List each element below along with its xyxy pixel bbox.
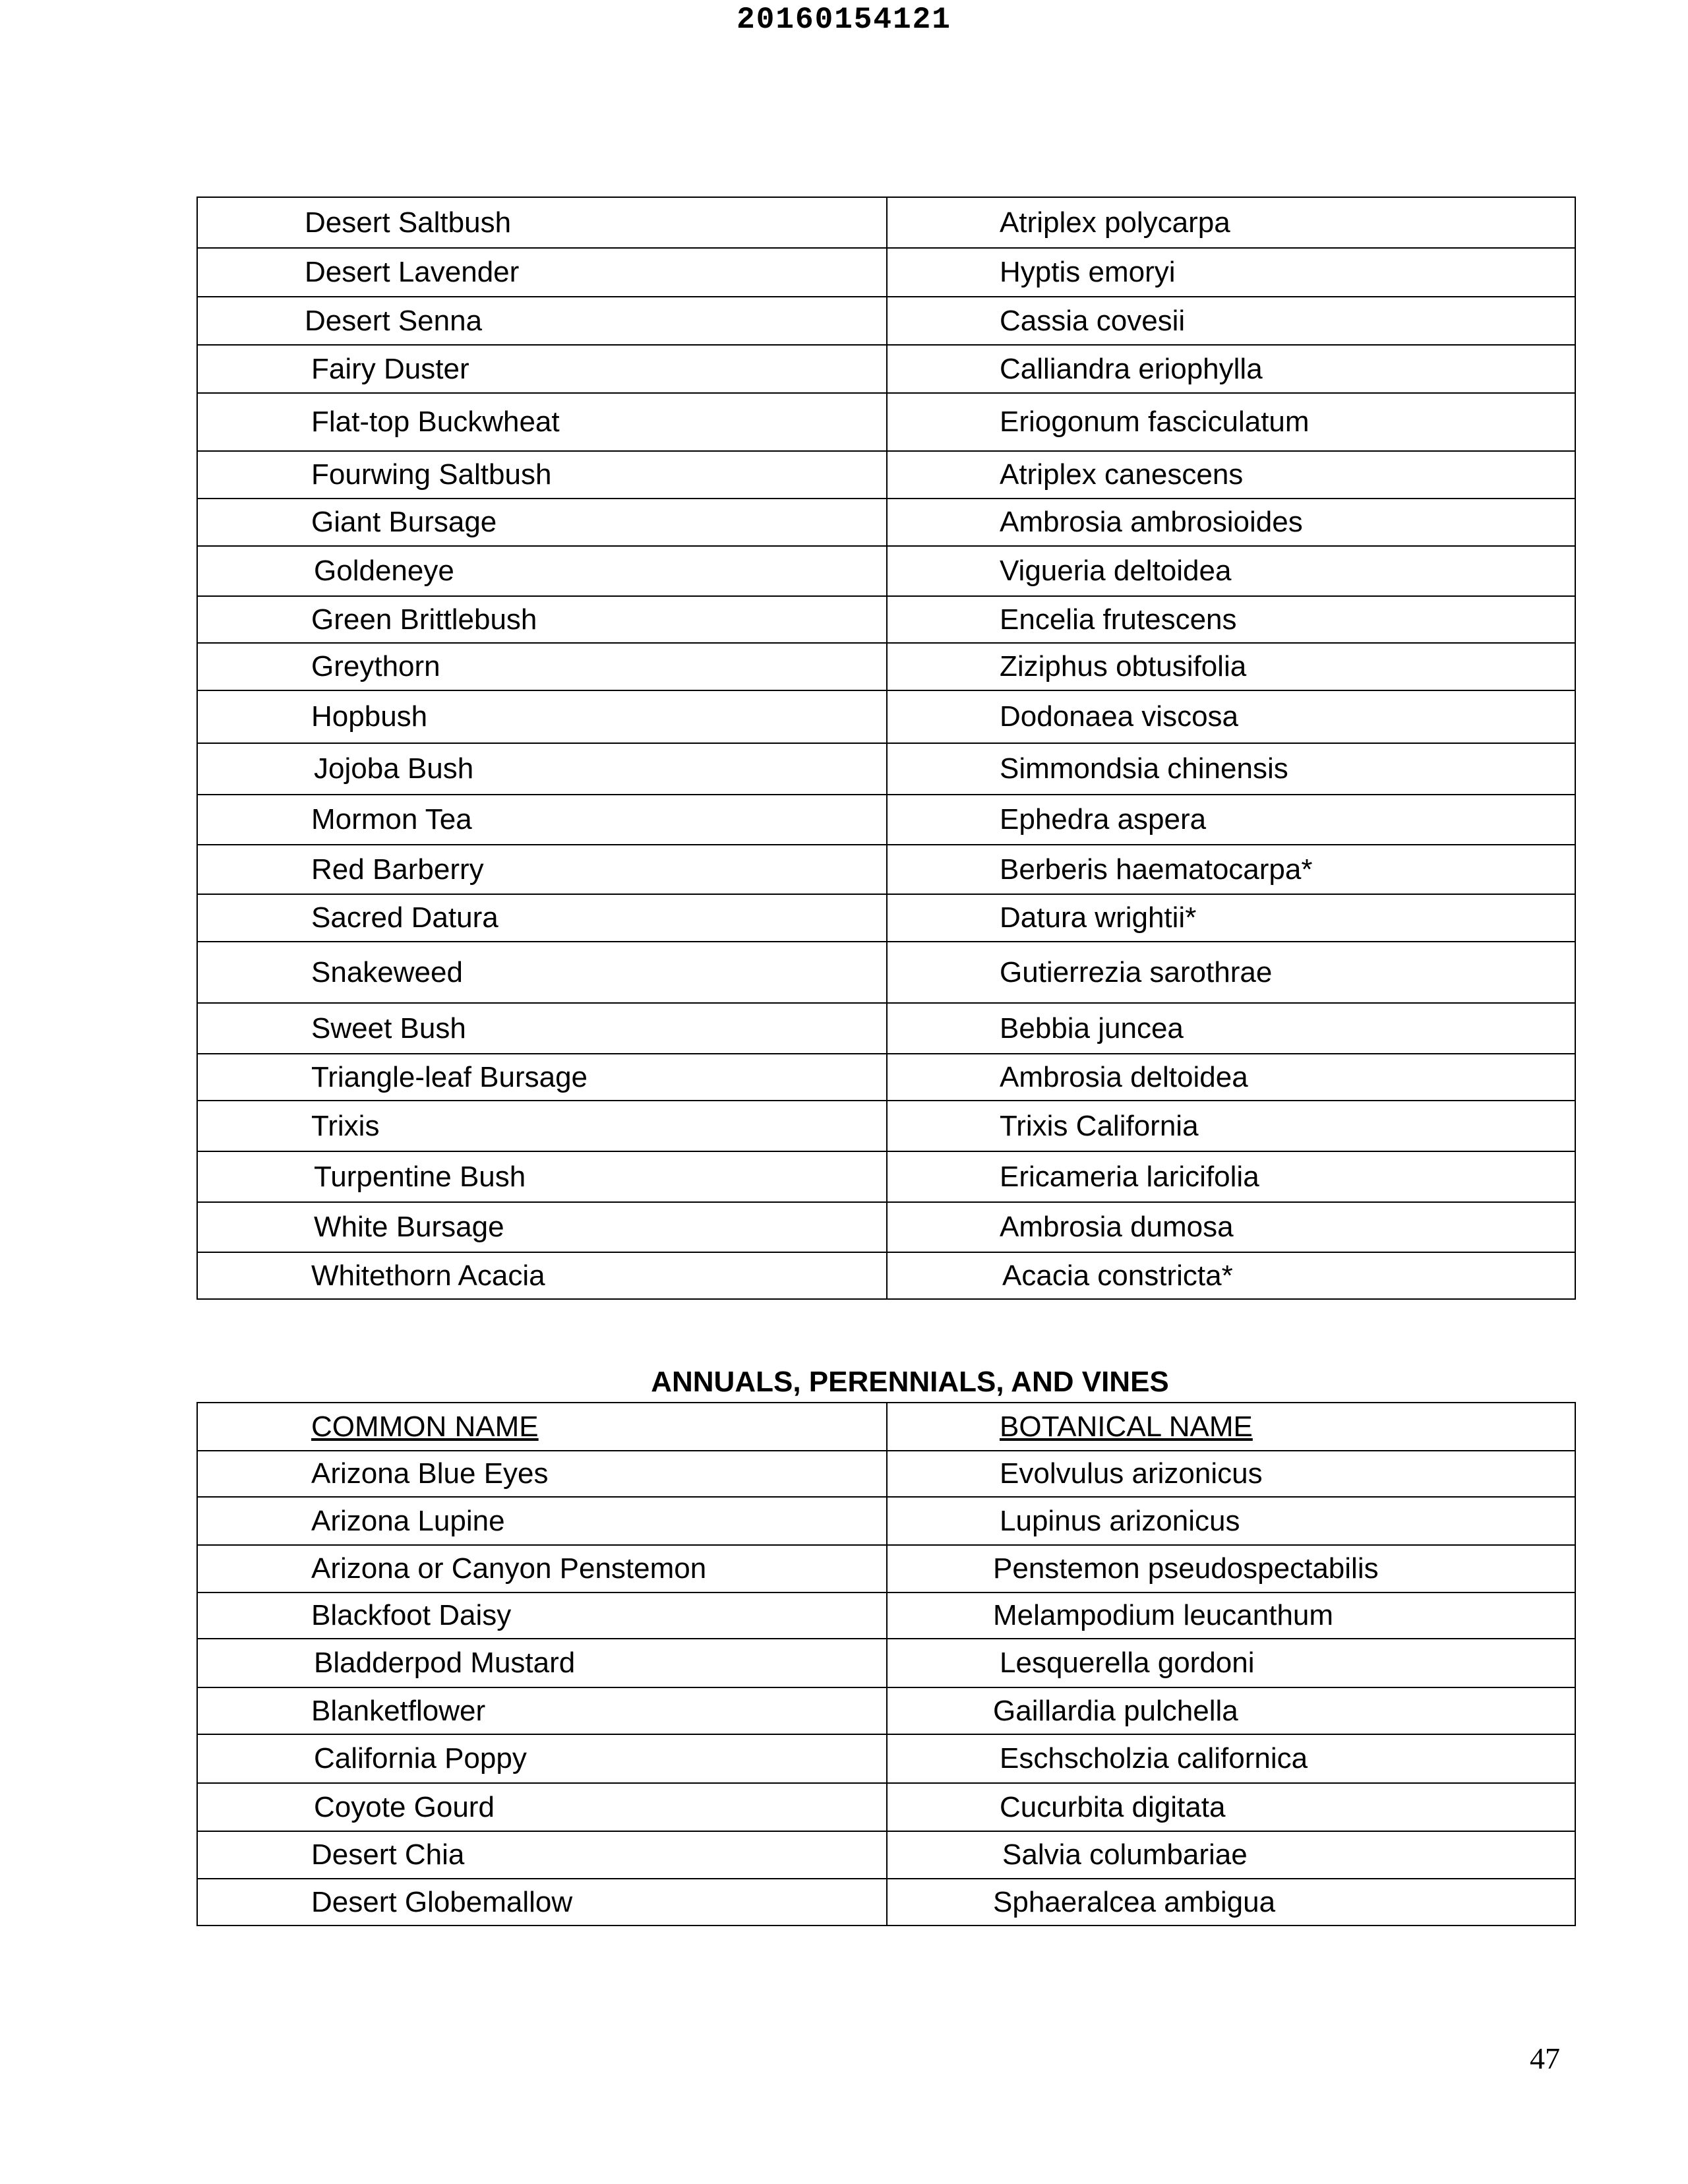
botanical-name-cell: Cassia covesii [887,297,1575,345]
botanical-name-header-label: BOTANICAL NAME [1000,1410,1253,1443]
annuals-table [196,1402,1576,1926]
table-row [197,1687,1575,1734]
common-name-cell: Whitethorn Acacia [197,1252,887,1299]
botanical-name-cell: Gaillardia pulchella [887,1687,1575,1734]
botanical-name-cell: Penstemon pseudospectabilis [887,1545,1575,1592]
table-row [197,1101,1575,1151]
table-row [197,345,1575,393]
common-name-cell: Fairy Duster [197,345,887,393]
botanical-name-cell: Hyptis emoryi [887,248,1575,297]
common-name-header [197,1403,887,1451]
botanical-name-cell: Ambrosia dumosa [887,1202,1575,1252]
table-row [197,546,1575,596]
botanical-name-cell: Evolvulus arizonicus [887,1451,1575,1497]
common-name-cell: White Bursage [197,1202,887,1252]
page-number: 47 [1530,2042,1560,2075]
common-name-cell: Snakeweed [197,942,887,1003]
botanical-name-cell: Ambrosia ambrosioides [887,499,1575,546]
common-name-cell: Arizona or Canyon Penstemon [197,1545,887,1592]
botanical-name-cell: Sphaeralcea ambigua [887,1879,1575,1926]
table-header-row [197,1403,1575,1451]
common-name-cell: Turpentine Bush [197,1151,887,1202]
common-name-cell: Jojoba Bush [197,743,887,795]
botanical-name-cell: Atriplex polycarpa [887,197,1575,248]
table-row [197,197,1575,248]
common-name-cell: Trixis [197,1101,887,1151]
botanical-name-cell: Simmondsia chinensis [887,743,1575,795]
botanical-name-cell: Dodonaea viscosa [887,690,1575,743]
table-row [197,1545,1575,1592]
table-row [197,942,1575,1003]
common-name-cell: Arizona Lupine [197,1497,887,1545]
botanical-name-cell: Gutierrezia sarothrae [887,942,1575,1003]
table-row [197,1639,1575,1687]
common-name-cell: Hopbush [197,690,887,743]
common-name-cell: Bladderpod Mustard [197,1639,887,1687]
common-name-cell: California Poppy [197,1734,887,1783]
table-row [197,1451,1575,1497]
botanical-name-cell: Lupinus arizonicus [887,1497,1575,1545]
botanical-name-cell: Berberis haematocarpa* [887,845,1575,894]
common-name-cell: Blackfoot Daisy [197,1592,887,1639]
botanical-name-cell: Datura wrightii* [887,894,1575,942]
botanical-name-cell: Ephedra aspera [887,795,1575,845]
botanical-name-cell: Eschscholzia californica [887,1734,1575,1783]
table-row [197,499,1575,546]
botanical-name-cell: Eriogonum fasciculatum [887,393,1575,451]
table-row [197,248,1575,297]
botanical-name-cell: Acacia constricta* [887,1252,1575,1299]
botanical-name-cell: Vigueria deltoidea [887,546,1575,596]
document-number: 20160154121 [737,3,951,37]
common-name-cell: Desert Globemallow [197,1879,887,1926]
botanical-name-cell: Cucurbita digitata [887,1783,1575,1831]
common-name-cell: Fourwing Saltbush [197,451,887,499]
common-name-cell: Greythorn [197,643,887,690]
table-row [197,795,1575,845]
common-name-header-label: COMMON NAME [311,1410,539,1443]
botanical-name-cell: Salvia columbariae [887,1831,1575,1879]
common-name-cell: Sacred Datura [197,894,887,942]
table-row [197,690,1575,743]
common-name-cell: Coyote Gourd [197,1783,887,1831]
common-name-cell: Triangle-leaf Bursage [197,1054,887,1101]
section-heading: ANNUALS, PERENNIALS, AND VINES [651,1366,1169,1398]
table-row [197,1497,1575,1545]
table-row [197,451,1575,499]
botanical-name-cell: Trixis California [887,1101,1575,1151]
botanical-name-cell: Ericameria laricifolia [887,1151,1575,1202]
table-row [197,393,1575,451]
botanical-name-cell: Melampodium leucanthum [887,1592,1575,1639]
common-name-cell: Green Brittlebush [197,596,887,643]
table-row [197,297,1575,345]
common-name-cell: Desert Saltbush [197,197,887,248]
table-row [197,1003,1575,1054]
common-name-cell: Sweet Bush [197,1003,887,1054]
botanical-name-cell: Calliandra eriophylla [887,345,1575,393]
common-name-cell: Goldeneye [197,546,887,596]
table-row [197,1734,1575,1783]
table-row [197,596,1575,643]
common-name-cell: Mormon Tea [197,795,887,845]
table-row [197,743,1575,795]
table-row [197,845,1575,894]
table-row [197,894,1575,942]
table-row [197,1151,1575,1202]
botanical-name-cell: Bebbia juncea [887,1003,1575,1054]
common-name-cell: Arizona Blue Eyes [197,1451,887,1497]
botanical-name-cell: Ambrosia deltoidea [887,1054,1575,1101]
botanical-name-cell: Encelia frutescens [887,596,1575,643]
common-name-cell: Desert Lavender [197,248,887,297]
common-name-cell: Giant Bursage [197,499,887,546]
botanical-name-header [887,1403,1575,1451]
table-row [197,643,1575,690]
common-name-cell: Desert Senna [197,297,887,345]
botanical-name-cell: Lesquerella gordoni [887,1639,1575,1687]
table-row [197,1054,1575,1101]
table-row [197,1252,1575,1299]
common-name-cell: Red Barberry [197,845,887,894]
botanical-name-cell: Atriplex canescens [887,451,1575,499]
table-row [197,1202,1575,1252]
table-row [197,1783,1575,1831]
common-name-cell: Desert Chia [197,1831,887,1879]
shrubs-table [196,197,1576,1300]
table-row [197,1592,1575,1639]
table-row [197,1879,1575,1926]
table-row [197,1831,1575,1879]
botanical-name-cell: Ziziphus obtusifolia [887,643,1575,690]
common-name-cell: Flat-top Buckwheat [197,393,887,451]
common-name-cell: Blanketflower [197,1687,887,1734]
